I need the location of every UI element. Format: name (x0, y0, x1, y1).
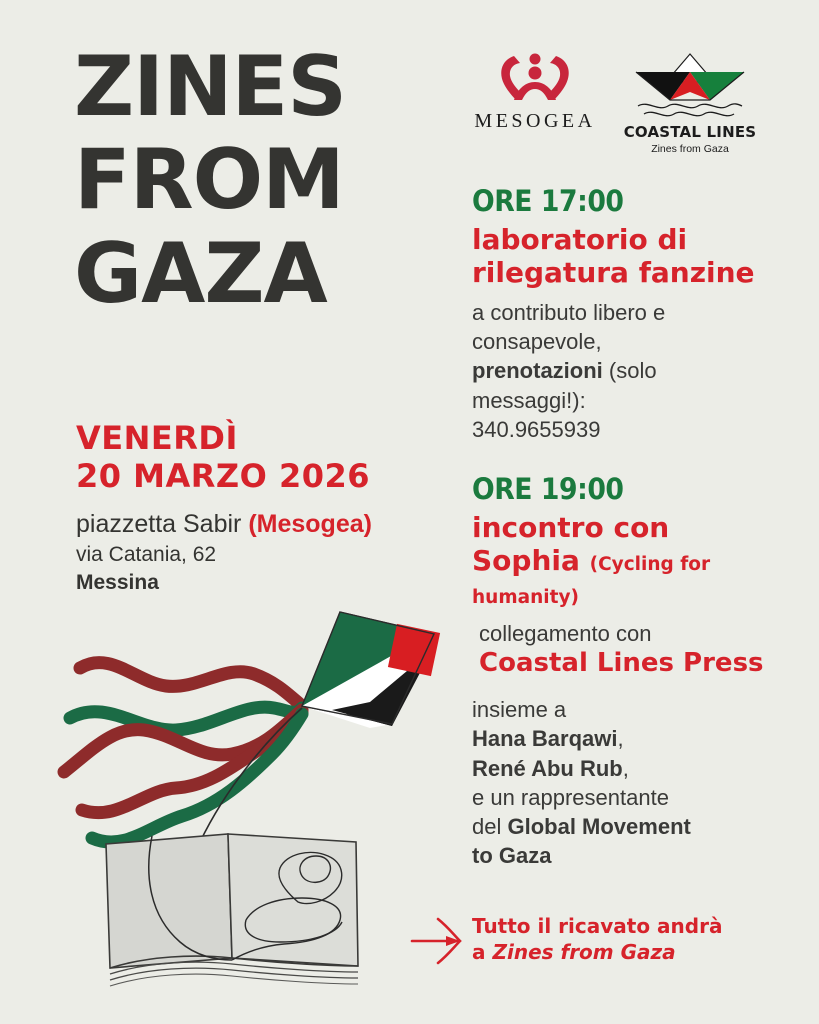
participants-org-line-2: to Gaza (472, 843, 552, 869)
curved-arrow-right-icon (410, 915, 470, 967)
event-2-time: ORE 19:00 (472, 472, 624, 507)
event-block-2 (472, 474, 802, 679)
event-1-title (472, 224, 802, 290)
logo-coastal-title: COASTAL LINES (623, 123, 757, 141)
participant-1-separator: , (617, 726, 624, 752)
event-1-description (472, 298, 802, 444)
logo-row (460, 44, 800, 164)
event-2-title-line-1: incontro con (472, 511, 670, 545)
kite-ribbon-tails-icon (64, 663, 302, 843)
date-full: 20 MARZO 2026 (76, 456, 371, 495)
events-separator (472, 444, 802, 474)
poster-title (74, 38, 454, 322)
event-1-title-line-2: rilegatura fanzine (472, 256, 755, 290)
title-line-2: FROM (74, 131, 344, 229)
proceeds-line-2 (472, 939, 722, 965)
participants-line-3: e un rappresentante (472, 784, 669, 810)
proceeds-line-2-prefix: a (472, 940, 493, 964)
open-book-icon (106, 834, 358, 986)
participants-org-line-1: Global Movement (507, 814, 691, 840)
title-line-3: GAZA (74, 224, 327, 322)
participant-1-name: Hana Barqawi (472, 726, 618, 752)
event-1-desc-line-2: consapevole, (472, 329, 602, 355)
participants-line-5 (472, 841, 802, 870)
events-column (472, 186, 802, 871)
event-1-desc-line-4: messaggi!): (472, 387, 586, 413)
event-2-guest-name: Sophia (472, 544, 590, 578)
participants-block (472, 695, 802, 871)
event-1-phone[interactable]: 340.9655939 (472, 416, 601, 442)
event-1-booking-note: (solo (602, 358, 657, 384)
logo-mesogea-label: MESOGEA (474, 110, 596, 132)
logo-mesogea (470, 50, 600, 133)
event-1-desc-line-1: a contributo libero e (472, 299, 666, 325)
event-1-title-line-1: laboratorio di (472, 223, 688, 257)
participant-2-row (472, 754, 802, 783)
event-2-title (472, 512, 802, 610)
event-2-guest-affiliation: (Cycling for humanity) (472, 554, 711, 608)
proceeds-beneficiary: Zines from Gaza (492, 940, 676, 964)
event-2-title-line-2 (472, 545, 802, 611)
participants-line-4 (472, 812, 802, 841)
participant-2-separator: , (622, 755, 629, 781)
mesogea-figure-icon (492, 50, 578, 106)
logo-coastal-lines (615, 48, 765, 155)
participants-intro: insieme a (472, 697, 567, 723)
event-block-1 (472, 186, 802, 444)
event-venue (76, 508, 476, 597)
event-2-connection-partner: Coastal Lines Press (479, 647, 764, 678)
event-1-time: ORE 17:00 (472, 184, 624, 218)
palestinian-flag-kite-icon (302, 612, 440, 728)
participant-1-row (472, 724, 802, 753)
participants-separator (472, 679, 802, 695)
participants-line-4-prefix: del (472, 814, 508, 840)
proceeds-note (410, 905, 810, 985)
title-line-1: ZINES (74, 38, 347, 135)
event-date (76, 420, 466, 496)
date-weekday: VENERDÌ (76, 419, 238, 457)
paper-boat-icon (630, 48, 750, 120)
kite-and-book-illustration (40, 590, 460, 990)
event-2-connection-label: collegamento con (479, 620, 652, 646)
event-1-desc-line-3 (472, 356, 802, 385)
venue-place: piazzetta Sabir (76, 510, 249, 538)
venue-place-row (76, 508, 476, 541)
proceeds-line-1: Tutto il ricavato andrà (472, 914, 723, 938)
participant-2-name: René Abu Rub (472, 755, 623, 781)
venue-city: Messina (76, 570, 159, 594)
venue-street: via Catania, 62 (76, 542, 217, 566)
logo-coastal-subtitle: Zines from Gaza (651, 143, 729, 155)
proceeds-text (472, 913, 722, 965)
event-1-booking-label: prenotazioni (472, 358, 603, 384)
venue-place-accent: (Mesogea) (248, 510, 372, 538)
